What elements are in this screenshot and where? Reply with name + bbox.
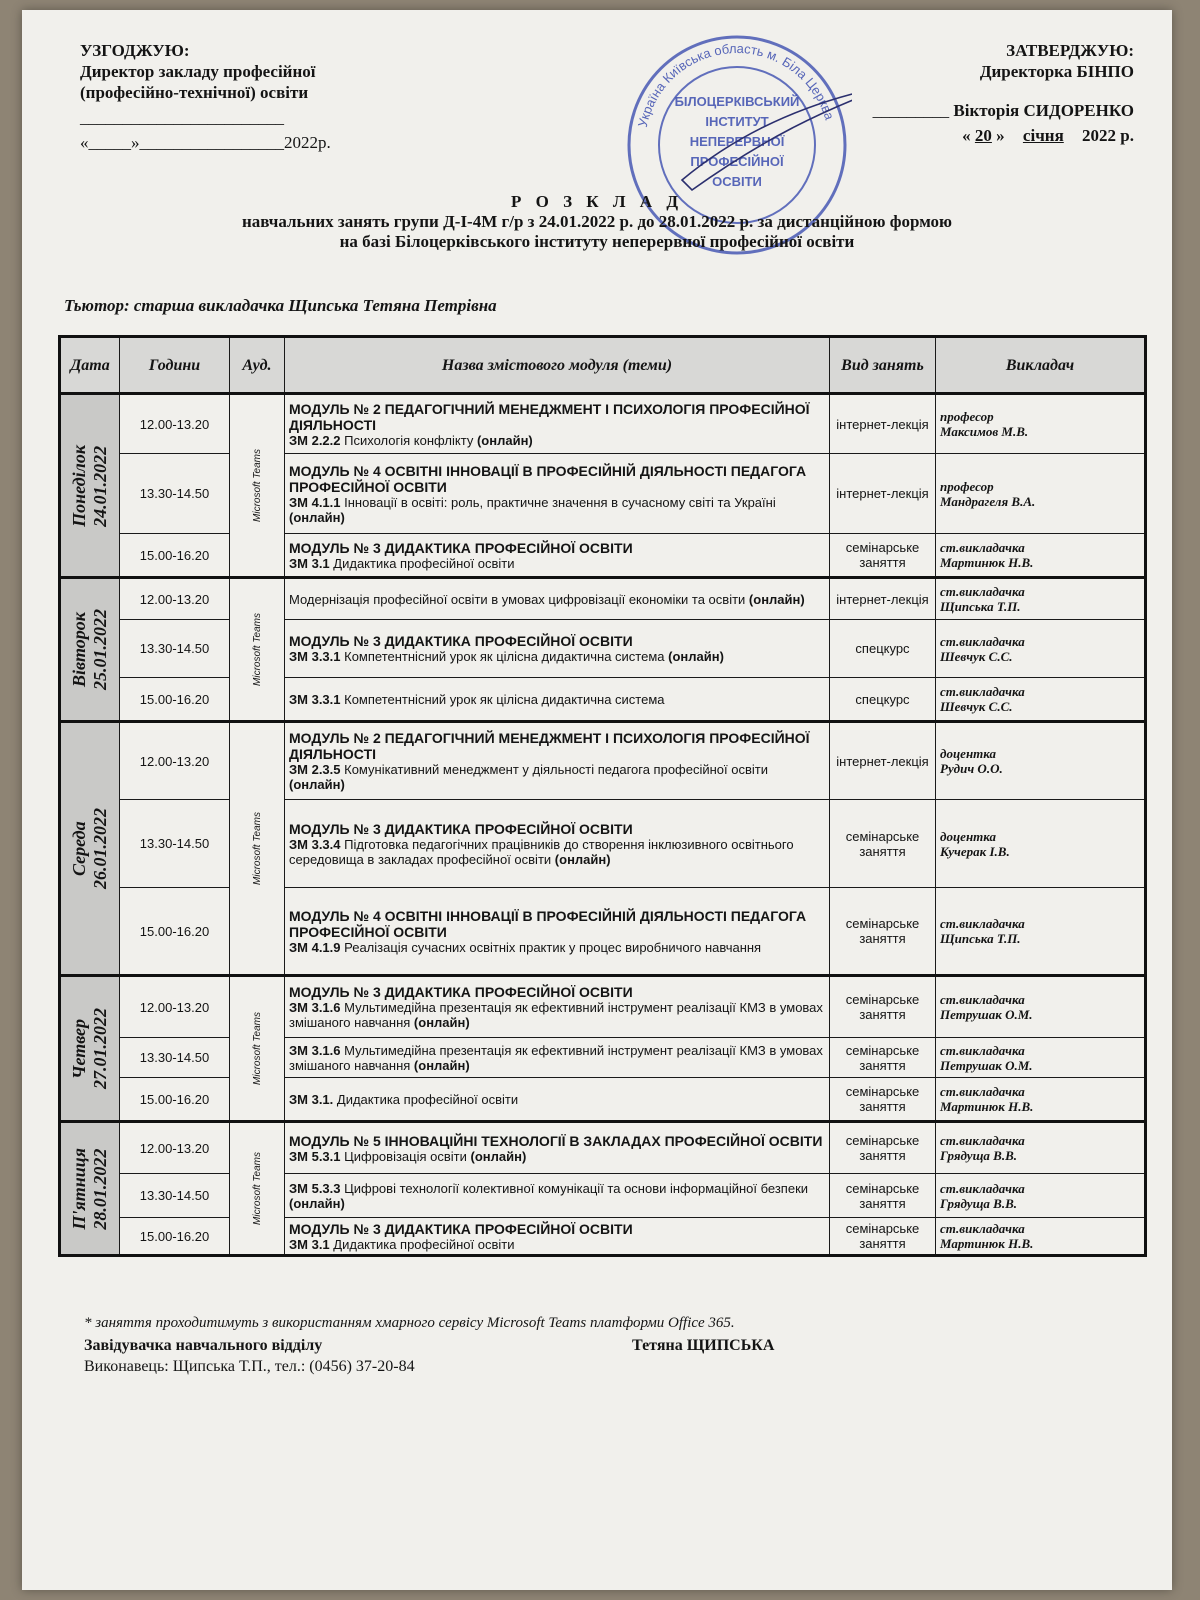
module-title: МОДУЛЬ № 4 ОСВІТНІ ІННОВАЦІЇ В ПРОФЕСІЙНІЙ ДІЯЛЬНОСТІ ПЕДАГОГА ПРОФЕСІЙНОЇ ОСВІТИ bbox=[289, 907, 807, 940]
title-line-3: на базі Білоцерківського інституту неперервної професійної освіти bbox=[339, 232, 855, 251]
teacher-cell bbox=[936, 620, 1146, 678]
room-cell bbox=[230, 722, 285, 976]
module-title: МОДУЛЬ № 2 ПЕДАГОГІЧНИЙ МЕНЕДЖМЕНТ І ПСИХОЛОГІЯ ПРОФЕСІЙНОЇ ДІЯЛЬНОСТІ bbox=[289, 400, 810, 433]
teacher-name: Мартинюк Н.В. bbox=[940, 1236, 1034, 1251]
approval-left-sign-line: ________________________ bbox=[80, 108, 284, 127]
topic-code: ЗМ 5.3.1 bbox=[289, 1148, 341, 1164]
teacher-position: ст.викладачка bbox=[940, 1133, 1025, 1148]
topic-text: Комунікативний менеджмент у діяльності педагога професійної освіти bbox=[344, 762, 768, 777]
tutor-line: Тьютор: старша викладачка Щипська Тетяна Петрівна bbox=[64, 296, 497, 315]
document-title bbox=[22, 192, 1172, 252]
topic-cell bbox=[285, 1122, 830, 1174]
teacher-name: Шевчук С.С. bbox=[940, 648, 1013, 664]
topic-code: ЗМ 3.3.4 bbox=[289, 836, 341, 852]
day-cell bbox=[60, 394, 120, 578]
title-word: Р О З К Л А Д bbox=[510, 192, 684, 211]
room-label: Microsoft Teams bbox=[251, 1152, 263, 1225]
kind-cell: семінарське заняття bbox=[830, 800, 936, 888]
topic-cell bbox=[285, 620, 830, 678]
topic-cell bbox=[285, 678, 830, 722]
topic-code: ЗМ 3.1 bbox=[289, 555, 330, 571]
approval-left-line1: Директор закладу професійної bbox=[80, 62, 316, 81]
approval-right-line1: Директорка БІНПО bbox=[979, 62, 1134, 81]
table-row bbox=[60, 394, 1146, 454]
topic-text: Компетентнісний урок як цілісна дидактична система bbox=[344, 691, 665, 707]
topic-code: ЗМ 3.3.1 bbox=[289, 691, 341, 707]
approval-right-date: « 20 » січня 2022 р. bbox=[962, 126, 1134, 145]
table-row bbox=[60, 1122, 1146, 1174]
room-cell bbox=[230, 578, 285, 722]
topic-line bbox=[289, 1181, 825, 1211]
topic-cell bbox=[285, 454, 830, 534]
teacher-name: Петрушак О.М. bbox=[940, 1007, 1033, 1022]
room-cell bbox=[230, 1122, 285, 1256]
room-cell bbox=[230, 976, 285, 1122]
header-topic: Назва змістового модуля (теми) bbox=[285, 337, 830, 394]
module-title: МОДУЛЬ № 3 ДИДАКТИКА ПРОФЕСІЙНОЇ ОСВІТИ bbox=[289, 1220, 633, 1237]
topic-text: Психологія конфлікту bbox=[344, 432, 474, 448]
teacher-cell bbox=[936, 394, 1146, 454]
topic-cell bbox=[285, 394, 830, 454]
room-cell bbox=[230, 394, 285, 578]
kind-cell: спецкурс bbox=[830, 620, 936, 678]
approval-right-sign: _________ Вікторія СИДОРЕНКО bbox=[872, 101, 1134, 120]
time-cell: 15.00-16.20 bbox=[120, 1218, 230, 1256]
topic-line bbox=[289, 495, 825, 525]
approval-right-name: Вікторія СИДОРЕНКО bbox=[953, 101, 1134, 120]
online-mark: (онлайн) bbox=[289, 1195, 345, 1211]
header-hours: Години bbox=[120, 337, 230, 394]
stamp-line-5: ОСВІТИ bbox=[712, 174, 762, 189]
teacher-name: Грядуща В.В. bbox=[940, 1148, 1017, 1163]
module-title: МОДУЛЬ № 3 ДИДАКТИКА ПРОФЕСІЙНОЇ ОСВІТИ bbox=[289, 539, 633, 556]
teacher-position: ст.викладачка bbox=[940, 684, 1025, 699]
header-kind: Вид занять bbox=[830, 337, 936, 394]
topic-line bbox=[289, 762, 825, 792]
topic-cell bbox=[285, 888, 830, 976]
online-mark: (онлайн) bbox=[289, 777, 345, 792]
topic-code: ЗМ 2.2.2 bbox=[289, 432, 341, 448]
topic-text: Дидактика професійної освіти bbox=[333, 1236, 515, 1252]
topic-cell bbox=[285, 578, 830, 620]
kind-cell: семінарське заняття bbox=[830, 888, 936, 976]
time-cell: 12.00-13.20 bbox=[120, 578, 230, 620]
online-mark: (онлайн) bbox=[748, 591, 805, 607]
topic-line bbox=[289, 692, 825, 707]
teacher-cell bbox=[936, 976, 1146, 1038]
topic-cell bbox=[285, 534, 830, 578]
teacher-position: ст.викладачка bbox=[940, 1084, 1025, 1099]
approval-left-line2: (професійно-технічної) освіти bbox=[80, 83, 309, 102]
topic-cell bbox=[285, 800, 830, 888]
approval-left-block bbox=[80, 40, 331, 153]
teacher-cell bbox=[936, 1038, 1146, 1078]
teacher-position: ст.викладачка bbox=[940, 1042, 1025, 1058]
kind-cell: інтернет-лекція bbox=[830, 394, 936, 454]
teacher-cell bbox=[936, 678, 1146, 722]
topic-code: ЗМ 4.1.1 bbox=[289, 494, 341, 510]
kind-cell: інтернет-лекція bbox=[830, 454, 936, 534]
module-title: МОДУЛЬ № 2 ПЕДАГОГІЧНИЙ МЕНЕДЖМЕНТ І ПСИХОЛОГІЯ ПРОФЕСІЙНОЇ ДІЯЛЬНОСТІ bbox=[289, 730, 810, 762]
table-row bbox=[60, 620, 1146, 678]
teacher-position: ст.викладачка bbox=[940, 633, 1025, 649]
table-row bbox=[60, 888, 1146, 976]
topic-text: Інновації в освіті: роль, практичне значення в сучасному світі та Україні bbox=[344, 494, 776, 510]
teacher-cell bbox=[936, 1078, 1146, 1122]
topic-text: Цифровізація освіти bbox=[344, 1148, 467, 1164]
schedule-table bbox=[58, 335, 1147, 1257]
approval-left-date-line: «_____»_________________2022р. bbox=[80, 133, 331, 152]
header-room: Ауд. bbox=[230, 337, 285, 394]
day-date: 25.01.2022 bbox=[90, 609, 110, 690]
schedule-body bbox=[60, 394, 1146, 1256]
teacher-name: Петрушак О.М. bbox=[940, 1057, 1033, 1073]
footer-head-name: Тетяна ЩИПСЬКА bbox=[632, 1337, 775, 1354]
document-page bbox=[22, 10, 1172, 1590]
teacher-position: доцентка bbox=[940, 828, 997, 844]
teacher-name: Мартинюк Н.В. bbox=[940, 1099, 1034, 1114]
topic-text: Підготовка педагогічних працівників до створення інклюзивного освітнього середовища в закладах професійної освіти bbox=[289, 836, 794, 867]
table-row bbox=[60, 800, 1146, 888]
teacher-cell bbox=[936, 534, 1146, 578]
time-cell: 15.00-16.20 bbox=[120, 534, 230, 578]
day-name: Понеділок bbox=[69, 444, 89, 527]
approval-right-block bbox=[873, 40, 1134, 146]
table-row bbox=[60, 1038, 1146, 1078]
teacher-name: Максимов М.В. bbox=[940, 424, 1029, 439]
topic-code: ЗМ 2.3.5 bbox=[289, 762, 341, 777]
topic-cell bbox=[285, 1174, 830, 1218]
teacher-position: ст.викладачка bbox=[940, 584, 1025, 599]
topic-text: Реалізація сучасних освітніх практик у процес виробничого навчання bbox=[344, 939, 762, 955]
teacher-name: Щипська Т.П. bbox=[940, 599, 1021, 614]
room-label: Microsoft Teams bbox=[251, 812, 263, 885]
day-date: 27.01.2022 bbox=[90, 1008, 110, 1089]
topic-line bbox=[289, 1237, 825, 1252]
teacher-name: Щипська Т.П. bbox=[940, 931, 1021, 946]
kind-cell: семінарське заняття bbox=[830, 976, 936, 1038]
online-mark: (онлайн) bbox=[476, 432, 533, 448]
approval-right-month: січня bbox=[1022, 126, 1064, 145]
day-date: 28.01.2022 bbox=[90, 1148, 110, 1229]
teacher-position: професор bbox=[940, 478, 994, 494]
stamp-ring-text: Україна Київська область м. Біла Церква bbox=[634, 40, 838, 129]
kind-cell: семінарське заняття bbox=[830, 534, 936, 578]
approval-right-day: 20 bbox=[974, 126, 992, 145]
module-title: МОДУЛЬ № 3 ДИДАКТИКА ПРОФЕСІЙНОЇ ОСВІТИ bbox=[289, 984, 633, 1000]
online-mark: (онлайн) bbox=[470, 1148, 527, 1164]
topic-line bbox=[289, 556, 825, 571]
day-cell bbox=[60, 976, 120, 1122]
kind-cell: семінарське заняття bbox=[830, 1038, 936, 1078]
teacher-name: Мартинюк Н.В. bbox=[940, 555, 1034, 570]
table-header-row bbox=[60, 337, 1146, 394]
teacher-cell bbox=[936, 454, 1146, 534]
online-mark: (онлайн) bbox=[289, 509, 345, 525]
approval-left-heading: УЗГОДЖУЮ: bbox=[80, 41, 190, 60]
teacher-cell bbox=[936, 578, 1146, 620]
topic-text: Цифрові технології колективної комунікації та основи інформаційної безпеки bbox=[344, 1180, 809, 1196]
time-cell: 13.30-14.50 bbox=[120, 1174, 230, 1218]
footer-head-label: Завідувачка навчального відділу bbox=[84, 1337, 323, 1354]
teacher-cell bbox=[936, 1218, 1146, 1256]
topic-cell bbox=[285, 722, 830, 800]
time-cell: 13.30-14.50 bbox=[120, 1038, 230, 1078]
topic-cell bbox=[285, 1218, 830, 1256]
topic-text: Мультимедійна презентація як ефективний інструмент реалізації КМЗ в умовах змішаного навчання bbox=[289, 1000, 823, 1030]
topic-code: ЗМ 4.1.9 bbox=[289, 939, 341, 955]
topic-code: ЗМ 3.1. bbox=[289, 1091, 334, 1107]
online-mark: (онлайн) bbox=[668, 649, 724, 664]
topic-cell bbox=[285, 1078, 830, 1122]
teacher-cell bbox=[936, 1122, 1146, 1174]
topic-code: ЗМ 3.1.6 bbox=[289, 1042, 341, 1058]
stamp-line-3: НЕПЕРЕРВНОЇ bbox=[689, 134, 785, 149]
topic-text: Мультимедійна презентація як ефективний інструмент реалізації КМЗ в умовах змішаного навчання bbox=[289, 1042, 823, 1073]
table-row bbox=[60, 1078, 1146, 1122]
time-cell: 12.00-13.20 bbox=[120, 976, 230, 1038]
day-cell bbox=[60, 722, 120, 976]
topic-line bbox=[289, 1149, 825, 1164]
teacher-name: Шевчук С.С. bbox=[940, 699, 1013, 714]
table-row bbox=[60, 1218, 1146, 1256]
table-row bbox=[60, 534, 1146, 578]
time-cell: 15.00-16.20 bbox=[120, 888, 230, 976]
day-name: Четвер bbox=[69, 1018, 89, 1079]
day-cell bbox=[60, 578, 120, 722]
topic-text: Дидактика професійної освіти bbox=[336, 1091, 519, 1107]
teacher-cell bbox=[936, 800, 1146, 888]
table-row bbox=[60, 722, 1146, 800]
stamp-line-4: ПРОФЕСІЙНОЇ bbox=[690, 154, 784, 169]
teacher-position: ст.викладачка bbox=[940, 1180, 1025, 1196]
teacher-name: Грядуща В.В. bbox=[940, 1195, 1017, 1211]
teacher-cell bbox=[936, 722, 1146, 800]
teacher-name: Кучерак І.В. bbox=[940, 843, 1010, 859]
module-title: МОДУЛЬ № 5 ІННОВАЦІЙНІ ТЕХНОЛОГІЇ В ЗАКЛАДАХ ПРОФЕСІЙНОЇ ОСВІТИ bbox=[289, 1132, 823, 1149]
day-name: Вівторок bbox=[69, 612, 89, 687]
room-label: Microsoft Teams bbox=[251, 613, 263, 686]
time-cell: 12.00-13.20 bbox=[120, 394, 230, 454]
topic-line bbox=[289, 592, 825, 607]
topic-line bbox=[289, 837, 825, 867]
table-row bbox=[60, 454, 1146, 534]
header-date: Дата bbox=[60, 337, 120, 394]
teacher-position: професор bbox=[940, 409, 994, 424]
topic-line bbox=[289, 940, 825, 955]
kind-cell: семінарське заняття bbox=[830, 1122, 936, 1174]
time-cell: 12.00-13.20 bbox=[120, 722, 230, 800]
topic-code: ЗМ 3.1 bbox=[289, 1236, 330, 1252]
topic-text: Дидактика професійної освіти bbox=[333, 555, 515, 571]
topic-line bbox=[289, 1000, 825, 1030]
teacher-cell bbox=[936, 888, 1146, 976]
kind-cell: семінарське заняття bbox=[830, 1174, 936, 1218]
topic-code: ЗМ 5.3.3 bbox=[289, 1180, 341, 1196]
topic-line bbox=[289, 1092, 825, 1107]
table-row bbox=[60, 976, 1146, 1038]
topic-line bbox=[289, 649, 825, 664]
day-name: Середа bbox=[69, 821, 89, 876]
room-label: Microsoft Teams bbox=[251, 449, 263, 522]
topic-line bbox=[289, 1043, 825, 1073]
module-title: МОДУЛЬ № 3 ДИДАКТИКА ПРОФЕСІЙНОЇ ОСВІТИ bbox=[289, 633, 633, 649]
title-line-2: навчальних занять групи Д-І-4М г/р з 24.01.2022 р. до 28.01.2022 р. за дистанційною формою bbox=[241, 212, 953, 231]
teacher-name: Мандрагеля В.А. bbox=[940, 493, 1036, 509]
teacher-name: Рудич О.О. bbox=[940, 761, 1003, 776]
stamp-line-2: ІНСТИТУТ bbox=[705, 114, 769, 129]
topic-text: Модернізація професійної освіти в умовах цифровізації економіки та освіти bbox=[289, 591, 746, 607]
time-cell: 12.00-13.20 bbox=[120, 1122, 230, 1174]
time-cell: 15.00-16.20 bbox=[120, 678, 230, 722]
teacher-position: доцентка bbox=[940, 746, 997, 761]
online-mark: (онлайн) bbox=[413, 1015, 470, 1030]
time-cell: 13.30-14.50 bbox=[120, 454, 230, 534]
topic-cell bbox=[285, 976, 830, 1038]
teacher-cell bbox=[936, 1174, 1146, 1218]
table-row bbox=[60, 1174, 1146, 1218]
module-title: МОДУЛЬ № 3 ДИДАКТИКА ПРОФЕСІЙНОЇ ОСВІТИ bbox=[289, 820, 633, 837]
teacher-position: ст.викладачка bbox=[940, 992, 1025, 1007]
table-row bbox=[60, 578, 1146, 620]
header-teacher: Викладач bbox=[936, 337, 1146, 394]
time-cell: 13.30-14.50 bbox=[120, 620, 230, 678]
online-mark: (онлайн) bbox=[413, 1057, 470, 1073]
approval-right-heading: ЗАТВЕРДЖУЮ: bbox=[1006, 41, 1134, 60]
kind-cell: інтернет-лекція bbox=[830, 578, 936, 620]
day-name: П'ятниця bbox=[69, 1147, 89, 1230]
kind-cell: інтернет-лекція bbox=[830, 722, 936, 800]
day-date: 24.01.2022 bbox=[90, 445, 110, 526]
kind-cell: спецкурс bbox=[830, 678, 936, 722]
topic-line bbox=[289, 433, 825, 448]
kind-cell: семінарське заняття bbox=[830, 1218, 936, 1256]
stamp-line-1: БІЛОЦЕРКІВСЬКИЙ bbox=[674, 94, 800, 109]
topic-text: Компетентнісний урок як цілісна дидактична система bbox=[344, 649, 665, 664]
topic-cell bbox=[285, 1038, 830, 1078]
day-cell bbox=[60, 1122, 120, 1256]
teacher-position: ст.викладачка bbox=[940, 540, 1025, 555]
module-title: МОДУЛЬ № 4 ОСВІТНІ ІННОВАЦІЇ В ПРОФЕСІЙНІЙ ДІЯЛЬНОСТІ ПЕДАГОГА ПРОФЕСІЙНОЇ ОСВІТИ bbox=[289, 462, 807, 495]
online-mark: (онлайн) bbox=[554, 851, 611, 867]
footer-note: * заняття проходитимуть з використанням хмарного сервісу Microsoft Teams платформи Office 365. bbox=[84, 1315, 735, 1331]
teacher-position: ст.викладачка bbox=[940, 1221, 1025, 1236]
footer-executor: Виконавець: Щипська Т.П., тел.: (0456) 37-20-84 bbox=[84, 1358, 415, 1375]
time-cell: 15.00-16.20 bbox=[120, 1078, 230, 1122]
topic-code: ЗМ 3.1.6 bbox=[289, 1000, 341, 1015]
kind-cell: семінарське заняття bbox=[830, 1078, 936, 1122]
room-label: Microsoft Teams bbox=[251, 1012, 263, 1085]
topic-code: ЗМ 3.3.1 bbox=[289, 649, 341, 664]
day-date: 26.01.2022 bbox=[90, 808, 110, 889]
table-row bbox=[60, 678, 1146, 722]
time-cell: 13.30-14.50 bbox=[120, 800, 230, 888]
approval-right-year: 2022 р. bbox=[1082, 126, 1134, 145]
teacher-position: ст.викладачка bbox=[940, 916, 1025, 931]
